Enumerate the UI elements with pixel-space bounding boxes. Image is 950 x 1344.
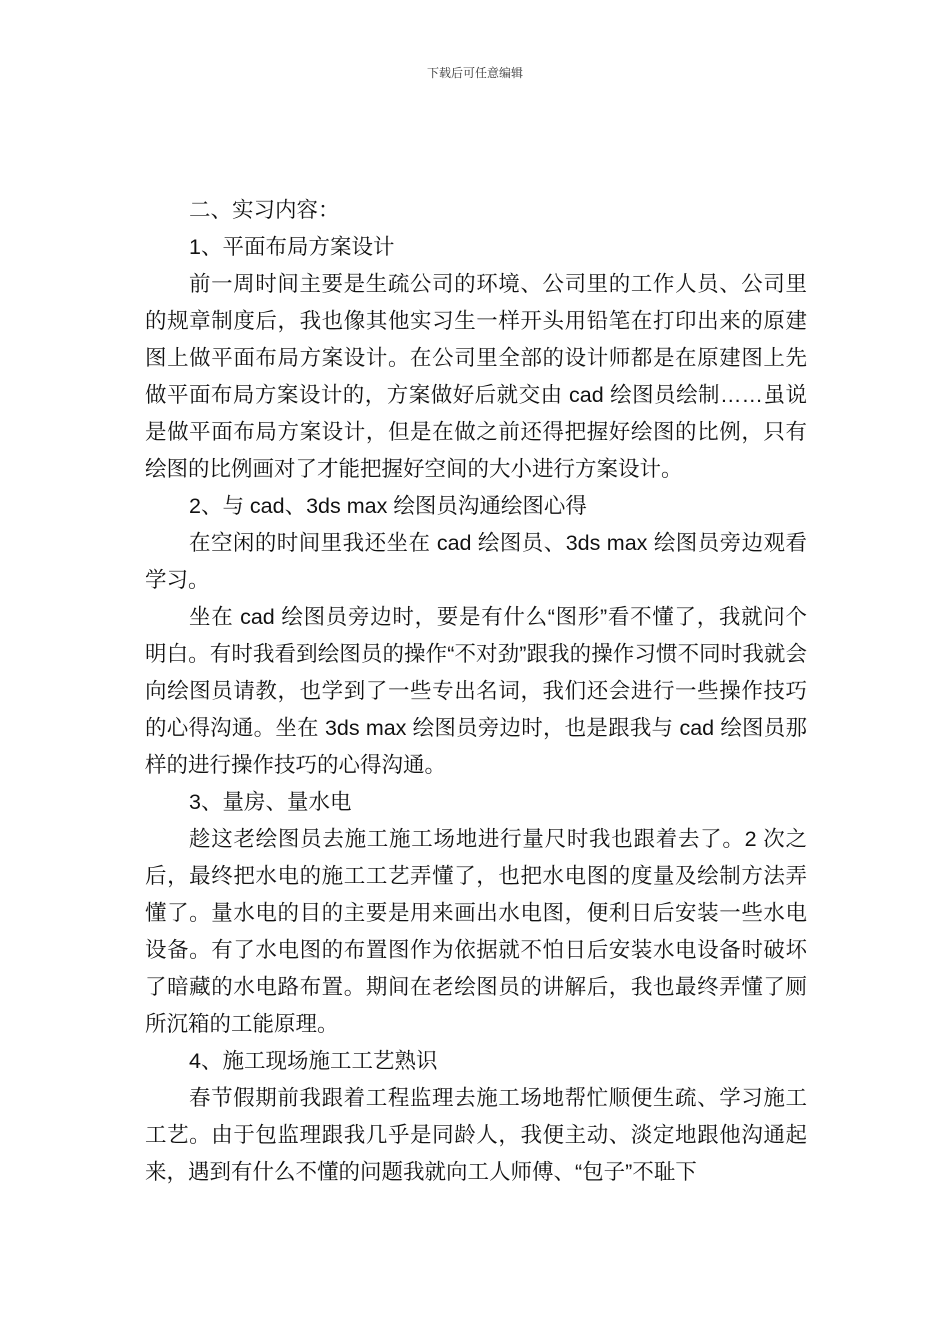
body-paragraph: 在空闲的时间里我还坐在 cad 绘图员、3ds max 绘图员旁边观看学习。 [145, 531, 807, 592]
subsection-heading: 3、量房、量水电 [189, 790, 352, 814]
body-paragraph: 趁这老绘图员去施工施工场地进行量尺时我也跟着去了。2 次之后，最终把水电的施工工艺弄懂了，也把水电图的度量及绘制方法弄懂了。量水电的目的主要是用来画出水电图，便利日后安装一些水电设备。有了水电图的布置图作为依据就不怕日后安装水电设备时破坏了暗藏的水电路布置。期间在老绘图员的讲解后，我也最终弄懂了厕所沉箱的工能原理。 [145, 827, 807, 1036]
page-header: 下载后可任意编辑 [426, 66, 523, 80]
body-paragraph: 前一周时间主要是生疏公司的环境、公司里的工作人员、公司里的规章制度后，我也像其他实习生一样开头用铅笔在打印出来的原建图上做平面布局方案设计。在公司里全部的设计师都是在原建图上先做平面布局方案设计的，方案做好后就交由 cad 绘图员绘制……虽说是做平面布局方案设计，但是在做之前还得把握好绘图的比例，只有绘图的比例画对了才能把握好空间的大小进行方案设计。 [145, 272, 807, 481]
body-paragraph: 春节假期前我跟着工程监理去施工场地帮忙顺便生疏、学习施工工艺。由于包监理跟我几乎是同龄人，我便主动、淡定地跟他沟通起来，遇到有什么不懂的问题我就向工人师傅、“包子”不耻下 [145, 1086, 807, 1184]
subsection-heading: 2、与 cad、3ds max 绘图员沟通绘图心得 [189, 494, 587, 518]
subsection-heading: 4、施工现场施工工艺熟识 [189, 1049, 438, 1073]
section-heading: 二、实习内容： [189, 198, 340, 222]
document-body [145, 192, 807, 1191]
body-paragraph: 坐在 cad 绘图员旁边时，要是有什么“图形”看不懂了，我就问个明白。有时我看到绘图员的操作“不对劲”跟我的操作习惯不同时我就会向绘图员请教，也学到了一些专出名词，我们还会进行一些操作技巧的心得沟通。坐在 3ds max 绘图员旁边时，也是跟我与 cad 绘图员那样的进行操作技巧的心得沟通。 [145, 605, 807, 777]
subsection-heading: 1、平面布局方案设计 [189, 235, 395, 259]
